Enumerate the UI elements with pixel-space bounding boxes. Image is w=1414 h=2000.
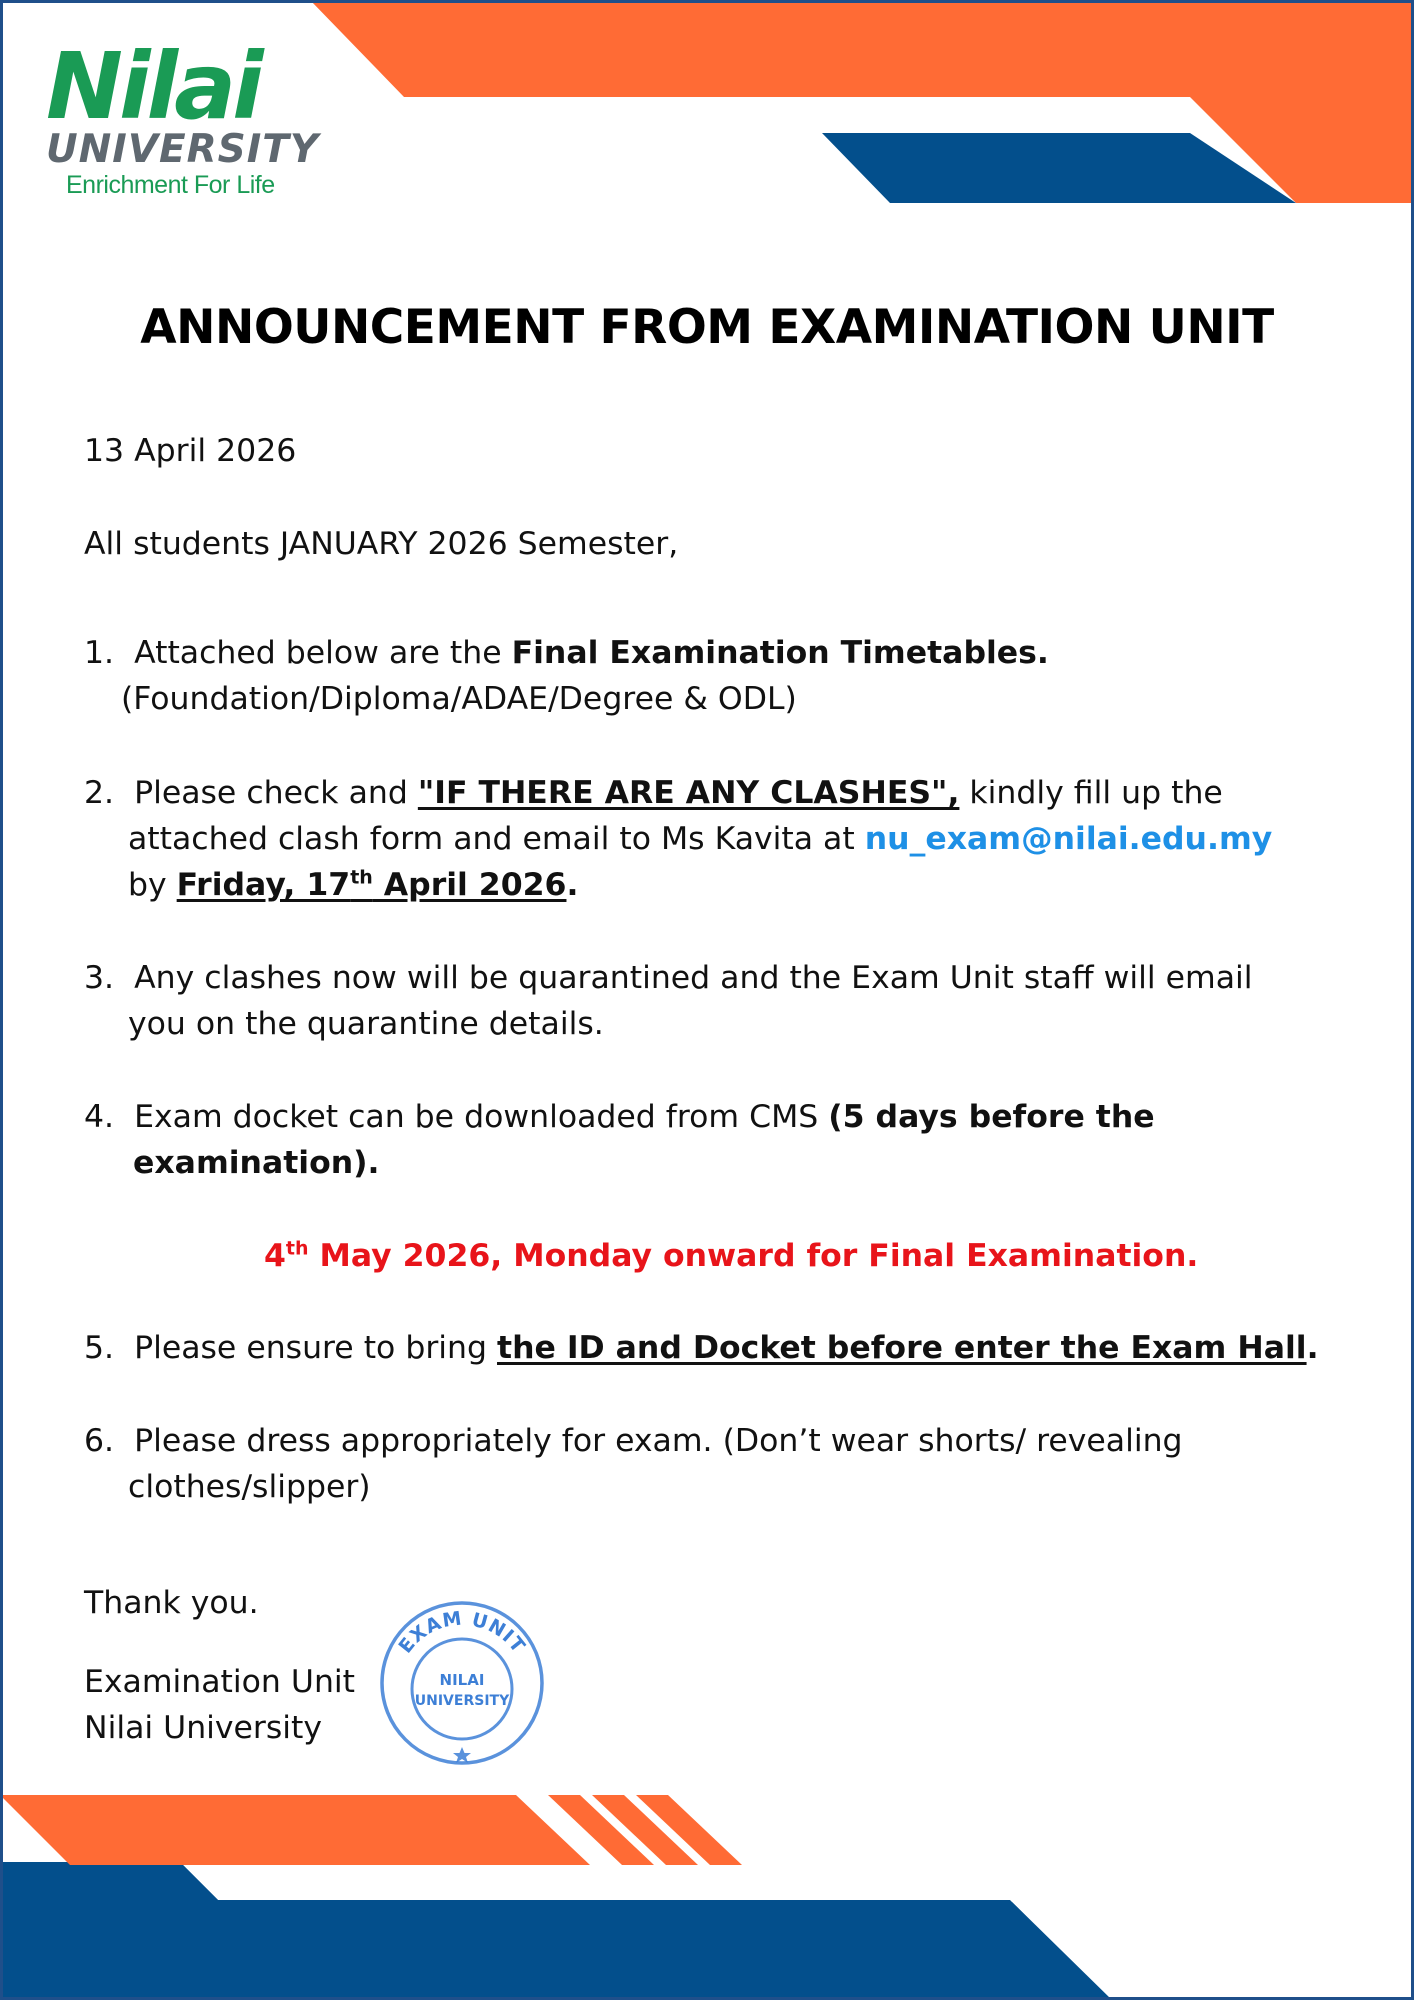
exam-email-link[interactable]: nu_exam@nilai.edu.my: [864, 821, 1273, 857]
nilai-university-logo: [46, 33, 320, 199]
deadline-text-end: April 2026: [372, 867, 567, 903]
item-4-line-1: [84, 1094, 1155, 1140]
notice-sup: th: [285, 1237, 309, 1260]
item-2-period: .: [566, 867, 579, 903]
item-3-line-2: you on the quarantine details.: [128, 1006, 604, 1042]
item-2-line-2-text: attached clash form and email to Ms Kavita at: [128, 821, 865, 857]
item-4-bold: (5 days before the: [828, 1099, 1155, 1135]
item-3-line-1: [84, 955, 1253, 1001]
item-5-line-1: [84, 1325, 1319, 1371]
notice-text: May 2026, Monday onward for Final Examination.: [308, 1238, 1199, 1274]
item-5-text: Please ensure to bring: [134, 1330, 498, 1366]
item-6-line-2: clothes/slipper): [128, 1469, 371, 1505]
item-2-line-2: [128, 816, 1272, 862]
page-title: ANNOUNCEMENT FROM EXAMINATION UNIT: [140, 300, 1274, 355]
deadline-sup: th: [350, 866, 373, 889]
top-navy-band: [822, 133, 1296, 203]
item-2-clash-notice: "IF THERE ARE ANY CLASHES",: [417, 775, 960, 811]
signature-line-2: Nilai University: [84, 1710, 323, 1746]
logo-tagline: Enrichment For Life: [66, 171, 275, 199]
logo-university-text: UNIVERSITY: [46, 127, 320, 172]
logo-mark: Nilai: [46, 33, 260, 140]
deadline-text: Friday, 17: [176, 867, 351, 903]
item-2-deadline: [177, 867, 567, 903]
signature-line-1: Examination Unit: [84, 1664, 356, 1700]
item-6-line-1: [84, 1418, 1183, 1464]
item-6-number: 6.: [84, 1423, 115, 1459]
item-2-line-1: [84, 770, 1223, 816]
item-4-number: 4.: [84, 1099, 115, 1135]
stamp-star-icon: [453, 1747, 471, 1763]
item-2-text: Please check and: [134, 775, 418, 811]
bottom-navy-fill: [0, 1862, 1112, 2000]
bottom-orange-band: [0, 1795, 590, 1865]
item-1-text: Attached below are the: [134, 635, 512, 671]
item-3-number: 3.: [84, 960, 115, 996]
item-2-line-3: [128, 862, 578, 908]
item-1-number: 1.: [84, 635, 115, 671]
item-2-text-end: kindly fill up the: [959, 775, 1223, 811]
item-4-line-2: examination).: [133, 1145, 380, 1181]
item-5-underlined: the ID and Docket before enter the Exam Hall: [497, 1330, 1307, 1366]
exam-unit-stamp: [376, 1597, 548, 1769]
item-5-period: .: [1306, 1330, 1319, 1366]
stamp-inner-line-2: UNIVERSITY: [414, 1693, 510, 1709]
stamp-inner-line-1: NILAI: [439, 1671, 485, 1689]
item-1-line-2: (Foundation/Diploma/ADAE/Degree & ODL): [121, 681, 797, 717]
item-6-text: Please dress appropriately for exam. (Don’t wear shorts/ revealing: [134, 1423, 1183, 1459]
closing: Thank you.: [84, 1585, 259, 1621]
item-1-bold: Final Examination Timetables.: [511, 635, 1049, 671]
item-4-text: Exam docket can be downloaded from CMS: [134, 1099, 829, 1135]
stamp-outer-text: EXAM UNIT: [394, 1607, 530, 1658]
item-2-by: by: [128, 867, 177, 903]
svg-text:EXAM UNIT: [394, 1607, 529, 1657]
announcement-date: 13 April 2026: [84, 433, 297, 469]
item-1-line-1: [84, 630, 1049, 676]
item-5-number: 5.: [84, 1330, 115, 1366]
exam-start-notice: [264, 1233, 1198, 1279]
item-2-number: 2.: [84, 775, 115, 811]
notice-day: 4: [264, 1238, 286, 1274]
salutation: All students JANUARY 2026 Semester,: [84, 526, 679, 562]
item-3-text: Any clashes now will be quarantined and the Exam Unit staff will email: [134, 960, 1253, 996]
